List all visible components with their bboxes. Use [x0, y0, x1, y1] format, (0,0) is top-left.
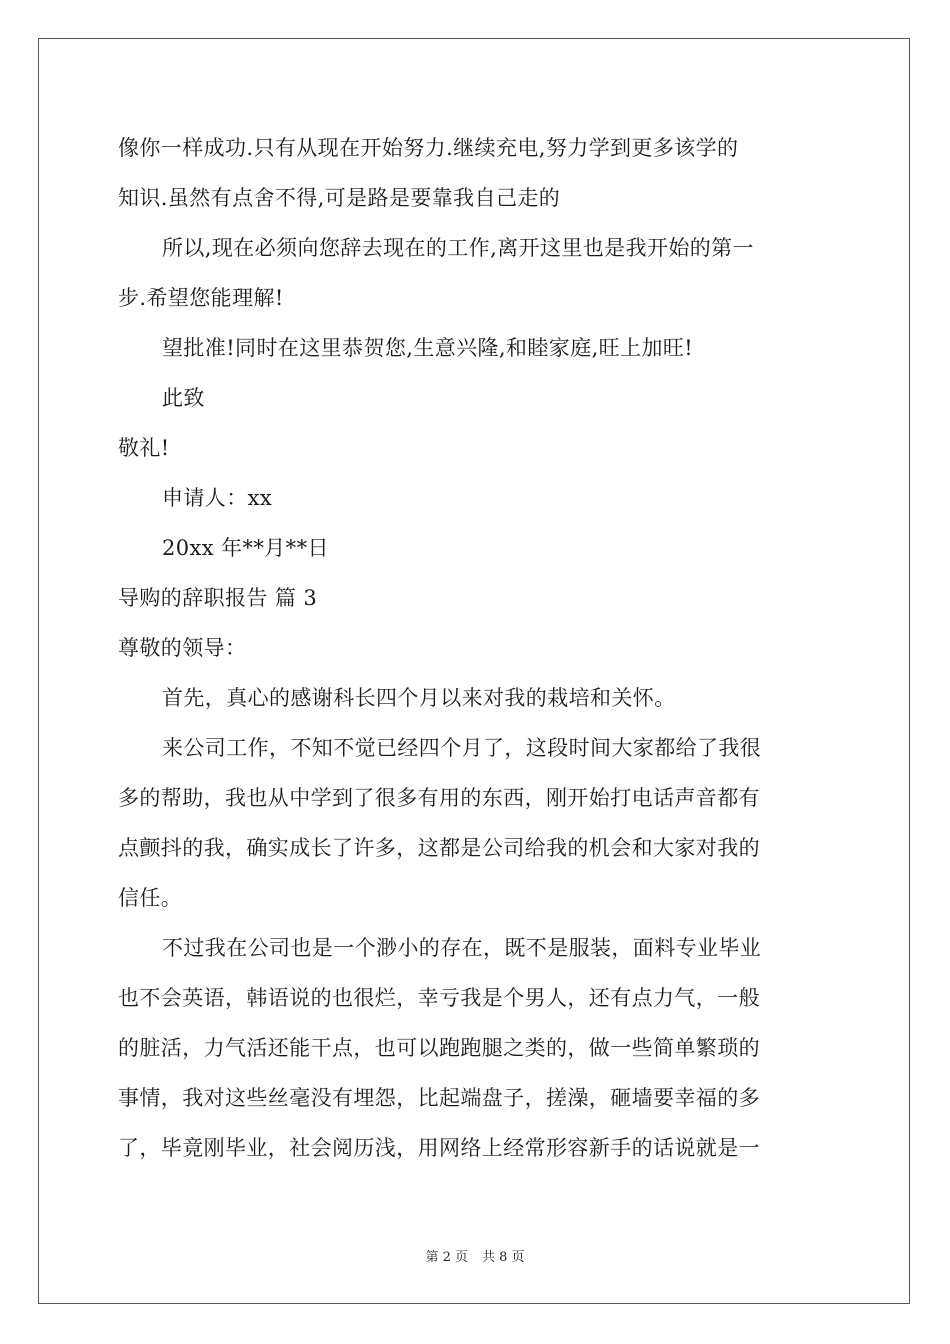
- paragraph-line: 步.希望您能理解!: [118, 286, 284, 310]
- salutation-line: 敬礼!: [118, 436, 170, 460]
- applicant-line: 申请人：xx: [162, 486, 273, 510]
- page-footer: [0, 1246, 950, 1265]
- paragraph-line: 事情，我对这些丝毫没有埋怨，比起端盘子，搓澡，砸墙要幸福的多: [118, 1086, 760, 1110]
- paragraph-line: 的脏活，力气活还能干点，也可以跑跑腿之类的，做一些简单繁琐的: [118, 1036, 760, 1060]
- paragraph-line: 也不会英语，韩语说的也很烂，幸亏我是个男人，还有点力气，一般: [118, 986, 760, 1010]
- section-heading: 导购的辞职报告 篇 3: [118, 586, 318, 610]
- paragraph-line: 知识.虽然有点舍不得,可是路是要靠我自己走的: [118, 186, 561, 210]
- paragraph-line: 不过我在公司也是一个渺小的存在，既不是服装，面料专业毕业: [162, 936, 762, 960]
- paragraph-line: 来公司工作，不知不觉已经四个月了，这段时间大家都给了我很: [162, 736, 762, 760]
- paragraph-line: 点颤抖的我，确实成长了许多，这都是公司给我的机会和大家对我的: [118, 836, 760, 860]
- greeting-line: 尊敬的领导：: [118, 636, 247, 660]
- paragraph-line: 信任。: [118, 886, 183, 910]
- closing-line: 此致: [162, 386, 205, 410]
- paragraph-line: 首先，真心的感谢科长四个月以来对我的栽培和关怀。: [162, 686, 676, 710]
- date-line: 20xx 年**月**日: [162, 536, 329, 560]
- page-total: 共 8 页: [482, 1250, 525, 1265]
- paragraph-line: 望批准!同时在这里恭贺您,生意兴隆,和睦家庭,旺上加旺!: [162, 336, 694, 360]
- paragraph-line: 多的帮助，我也从中学到了很多有用的东西，刚开始打电话声音都有: [118, 786, 760, 810]
- page-number: 第 2 页: [425, 1250, 468, 1265]
- paragraph-line: 了，毕竟刚毕业，社会阅历浅，用网络上经常形容新手的话说就是一: [118, 1136, 760, 1160]
- paragraph-line: 所以,现在必须向您辞去现在的工作,离开这里也是我开始的第一: [162, 236, 754, 260]
- paragraph-line: 像你一样成功.只有从现在开始努力.继续充电,努力学到更多该学的: [118, 136, 739, 160]
